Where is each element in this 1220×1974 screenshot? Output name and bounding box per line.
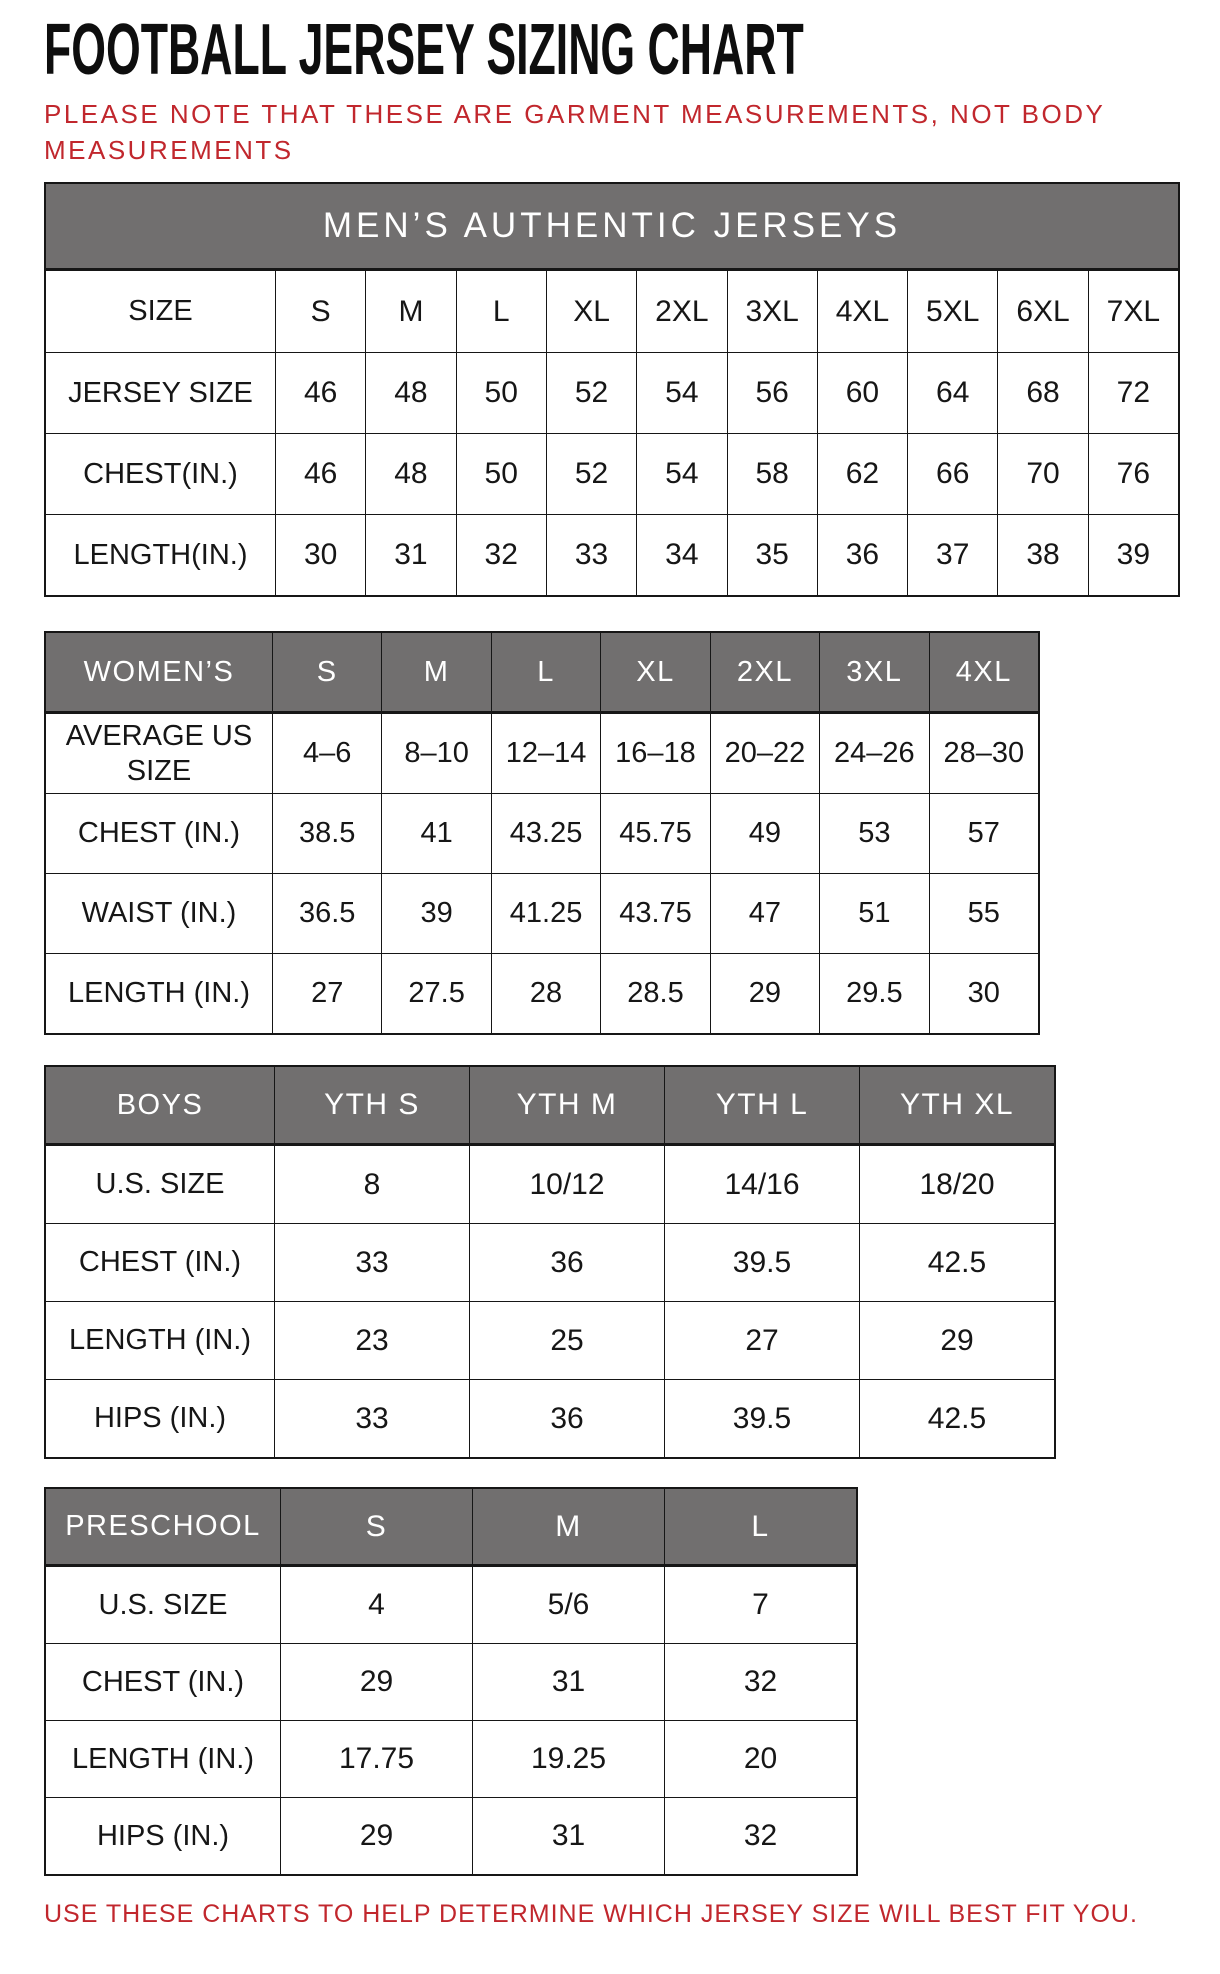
womens-waist-cell: 51 — [819, 874, 928, 953]
table-row-chest — [46, 1223, 1054, 1301]
table-row-length — [46, 1720, 856, 1797]
mens-length-cell: 39 — [1088, 515, 1178, 595]
womens-chest-cell: 57 — [929, 794, 1038, 873]
mens-length-cell: 31 — [365, 515, 455, 595]
boys-size-header-cell: YTH S — [274, 1067, 469, 1143]
mens-jersey-size-cell: 54 — [636, 353, 726, 433]
womens-us-size-cell: 4–6 — [272, 714, 381, 793]
mens-chest-cell: 52 — [546, 434, 636, 514]
mens-chest-cell: 66 — [907, 434, 997, 514]
table-row-hips — [46, 1379, 1054, 1457]
boys-us-size-cell: 8 — [274, 1146, 469, 1223]
preschool-length-cell: 20 — [664, 1721, 856, 1797]
mens-jersey-size-cell: 60 — [817, 353, 907, 433]
preschool-length-cell: 19.25 — [472, 1721, 664, 1797]
boys-length-cell: 23 — [274, 1302, 469, 1379]
mens-size-cell: XL — [546, 271, 636, 352]
mens-size-cell: L — [456, 271, 546, 352]
mens-size-cell: M — [365, 271, 455, 352]
mens-chest-cell: 62 — [817, 434, 907, 514]
womens-waist-cell: 47 — [710, 874, 819, 953]
preschool-chest-cell: 32 — [664, 1644, 856, 1720]
page-title: FOOTBALL JERSEY SIZING CHART — [44, 10, 804, 90]
boys-sizing-table — [44, 1065, 1056, 1459]
womens-table-header-row — [46, 633, 1038, 713]
row-label-chest: CHEST (IN.) — [77, 817, 241, 850]
table-row-length — [46, 1301, 1054, 1379]
preschool-table-header-row — [46, 1489, 856, 1566]
mens-chest-cell: 48 — [365, 434, 455, 514]
table-row-average-us-size — [46, 713, 1038, 793]
row-label-waist: WAIST (IN.) — [81, 897, 237, 930]
preschool-us-size-cell: 4 — [280, 1567, 472, 1643]
womens-us-size-cell: 12–14 — [491, 714, 600, 793]
womens-length-cell: 29 — [710, 954, 819, 1033]
womens-length-cell: 29.5 — [819, 954, 928, 1033]
mens-jersey-size-cell: 52 — [546, 353, 636, 433]
mens-length-cell: 32 — [456, 515, 546, 595]
womens-length-cell: 28 — [491, 954, 600, 1033]
row-label-length: LENGTH (IN.) — [71, 1742, 255, 1775]
boys-hips-cell: 39.5 — [664, 1380, 859, 1457]
table-row-length — [46, 514, 1178, 595]
preschool-size-header-cell: M — [472, 1489, 664, 1564]
womens-us-size-cell: 28–30 — [929, 714, 1038, 793]
boys-size-header-cell: YTH XL — [859, 1067, 1054, 1143]
mens-jersey-size-cell: 68 — [997, 353, 1087, 433]
boys-chest-cell: 39.5 — [664, 1224, 859, 1301]
mens-size-cell: 6XL — [997, 271, 1087, 352]
boys-hips-cell: 42.5 — [859, 1380, 1054, 1457]
mens-jersey-size-cell: 48 — [365, 353, 455, 433]
mens-table-title: MEN’S AUTHENTIC JERSEYS — [46, 184, 1178, 271]
womens-size-header-cell: 4XL — [929, 633, 1038, 711]
womens-us-size-cell: 8–10 — [381, 714, 490, 793]
row-label-length: LENGTH (IN.) — [67, 977, 251, 1010]
row-label-length: LENGTH (IN.) — [68, 1324, 252, 1357]
womens-size-header-cell: 3XL — [819, 633, 928, 711]
womens-sizing-table — [44, 631, 1040, 1035]
mens-length-cell: 33 — [546, 515, 636, 595]
row-label-us-size: U.S. SIZE — [95, 1168, 225, 1201]
mens-jersey-size-cell: 50 — [456, 353, 546, 433]
boys-size-header-cell: YTH M — [469, 1067, 664, 1143]
mens-length-cell: 34 — [636, 515, 726, 595]
row-label-jersey-size: JERSEY SIZE — [68, 376, 253, 409]
preschool-hips-cell: 32 — [664, 1798, 856, 1874]
table-row-size — [46, 271, 1178, 352]
boys-table-title: BOYS — [46, 1067, 274, 1143]
womens-length-cell: 30 — [929, 954, 1038, 1033]
preschool-sizing-table — [44, 1487, 858, 1876]
womens-size-header-cell: XL — [600, 633, 709, 711]
womens-us-size-cell: 16–18 — [600, 714, 709, 793]
mens-jersey-size-cell: 46 — [275, 353, 365, 433]
womens-chest-cell: 53 — [819, 794, 928, 873]
mens-chest-cell: 46 — [275, 434, 365, 514]
row-label-hips: HIPS (IN.) — [96, 1819, 230, 1852]
boys-hips-cell: 33 — [274, 1380, 469, 1457]
mens-chest-cell: 54 — [636, 434, 726, 514]
boys-us-size-cell: 10/12 — [469, 1146, 664, 1223]
womens-waist-cell: 41.25 — [491, 874, 600, 953]
mens-length-cell: 37 — [907, 515, 997, 595]
row-label-hips: HIPS (IN.) — [93, 1402, 227, 1435]
row-label-average-us-size: AVERAGE US SIZE — [65, 720, 253, 787]
womens-us-size-cell: 24–26 — [819, 714, 928, 793]
row-label-chest: CHEST (IN.) — [81, 1665, 245, 1698]
mens-jersey-size-cell: 64 — [907, 353, 997, 433]
boys-size-header-cell: YTH L — [664, 1067, 859, 1143]
table-row-chest — [46, 433, 1178, 514]
preschool-us-size-cell: 7 — [664, 1567, 856, 1643]
preschool-chest-cell: 29 — [280, 1644, 472, 1720]
boys-us-size-cell: 18/20 — [859, 1146, 1054, 1223]
preschool-length-cell: 17.75 — [280, 1721, 472, 1797]
table-row-length — [46, 953, 1038, 1033]
womens-waist-cell: 43.75 — [600, 874, 709, 953]
womens-waist-cell: 39 — [381, 874, 490, 953]
preschool-us-size-cell: 5/6 — [472, 1567, 664, 1643]
womens-size-header-cell: S — [272, 633, 381, 711]
table-row-us-size — [46, 1145, 1054, 1223]
preschool-size-header-cell: S — [280, 1489, 472, 1564]
mens-size-cell: 5XL — [907, 271, 997, 352]
row-label-length: LENGTH(IN.) — [73, 538, 248, 571]
row-label-size: SIZE — [128, 295, 193, 328]
womens-length-cell: 27.5 — [381, 954, 490, 1033]
boys-chest-cell: 42.5 — [859, 1224, 1054, 1301]
boys-table-header-row — [46, 1067, 1054, 1145]
fit-advice-note: USE THESE CHARTS TO HELP DETERMINE WHICH JERSEY SIZE WILL BEST FIT YOU. — [44, 1900, 1138, 1928]
row-label-chest: CHEST (IN.) — [78, 1246, 242, 1279]
womens-size-header-cell: L — [491, 633, 600, 711]
preschool-hips-cell: 31 — [472, 1798, 664, 1874]
mens-chest-cell: 70 — [997, 434, 1087, 514]
mens-chest-cell: 58 — [727, 434, 817, 514]
boys-length-cell: 29 — [859, 1302, 1054, 1379]
womens-us-size-cell: 20–22 — [710, 714, 819, 793]
mens-size-cell: S — [275, 271, 365, 352]
womens-size-header-cell: M — [381, 633, 490, 711]
mens-length-cell: 30 — [275, 515, 365, 595]
boys-chest-cell: 33 — [274, 1224, 469, 1301]
table-row-jersey-size — [46, 352, 1178, 433]
womens-chest-cell: 49 — [710, 794, 819, 873]
garment-measurements-note: PLEASE NOTE THAT THESE ARE GARMENT MEASUREMENTS, NOT BODY MEASUREMENTS — [44, 99, 1105, 165]
mens-size-cell: 7XL — [1088, 271, 1178, 352]
boys-chest-cell: 36 — [469, 1224, 664, 1301]
mens-jersey-size-cell: 56 — [727, 353, 817, 433]
row-label-chest: CHEST(IN.) — [83, 457, 238, 490]
preschool-size-header-cell: L — [664, 1489, 856, 1564]
womens-waist-cell: 55 — [929, 874, 1038, 953]
womens-table-title: WOMEN’S — [46, 633, 272, 711]
womens-length-cell: 28.5 — [600, 954, 709, 1033]
womens-waist-cell: 36.5 — [272, 874, 381, 953]
mens-size-cell: 4XL — [817, 271, 907, 352]
preschool-hips-cell: 29 — [280, 1798, 472, 1874]
table-row-hips — [46, 1797, 856, 1874]
boys-length-cell: 25 — [469, 1302, 664, 1379]
mens-chest-cell: 50 — [456, 434, 546, 514]
boys-length-cell: 27 — [664, 1302, 859, 1379]
mens-size-cell: 3XL — [727, 271, 817, 352]
table-row-chest — [46, 793, 1038, 873]
womens-chest-cell: 38.5 — [272, 794, 381, 873]
womens-chest-cell: 41 — [381, 794, 490, 873]
row-label-us-size: U.S. SIZE — [98, 1588, 228, 1621]
womens-chest-cell: 45.75 — [600, 794, 709, 873]
womens-length-cell: 27 — [272, 954, 381, 1033]
mens-length-cell: 36 — [817, 515, 907, 595]
mens-size-cell: 2XL — [636, 271, 726, 352]
boys-us-size-cell: 14/16 — [664, 1146, 859, 1223]
womens-chest-cell: 43.25 — [491, 794, 600, 873]
preschool-chest-cell: 31 — [472, 1644, 664, 1720]
table-row-waist — [46, 873, 1038, 953]
table-row-chest — [46, 1643, 856, 1720]
womens-size-header-cell: 2XL — [710, 633, 819, 711]
mens-chest-cell: 76 — [1088, 434, 1178, 514]
mens-jersey-size-cell: 72 — [1088, 353, 1178, 433]
mens-sizing-table — [44, 182, 1180, 597]
boys-hips-cell: 36 — [469, 1380, 664, 1457]
table-row-us-size — [46, 1566, 856, 1643]
mens-length-cell: 35 — [727, 515, 817, 595]
mens-length-cell: 38 — [997, 515, 1087, 595]
preschool-table-title: PRESCHOOL — [46, 1489, 280, 1564]
